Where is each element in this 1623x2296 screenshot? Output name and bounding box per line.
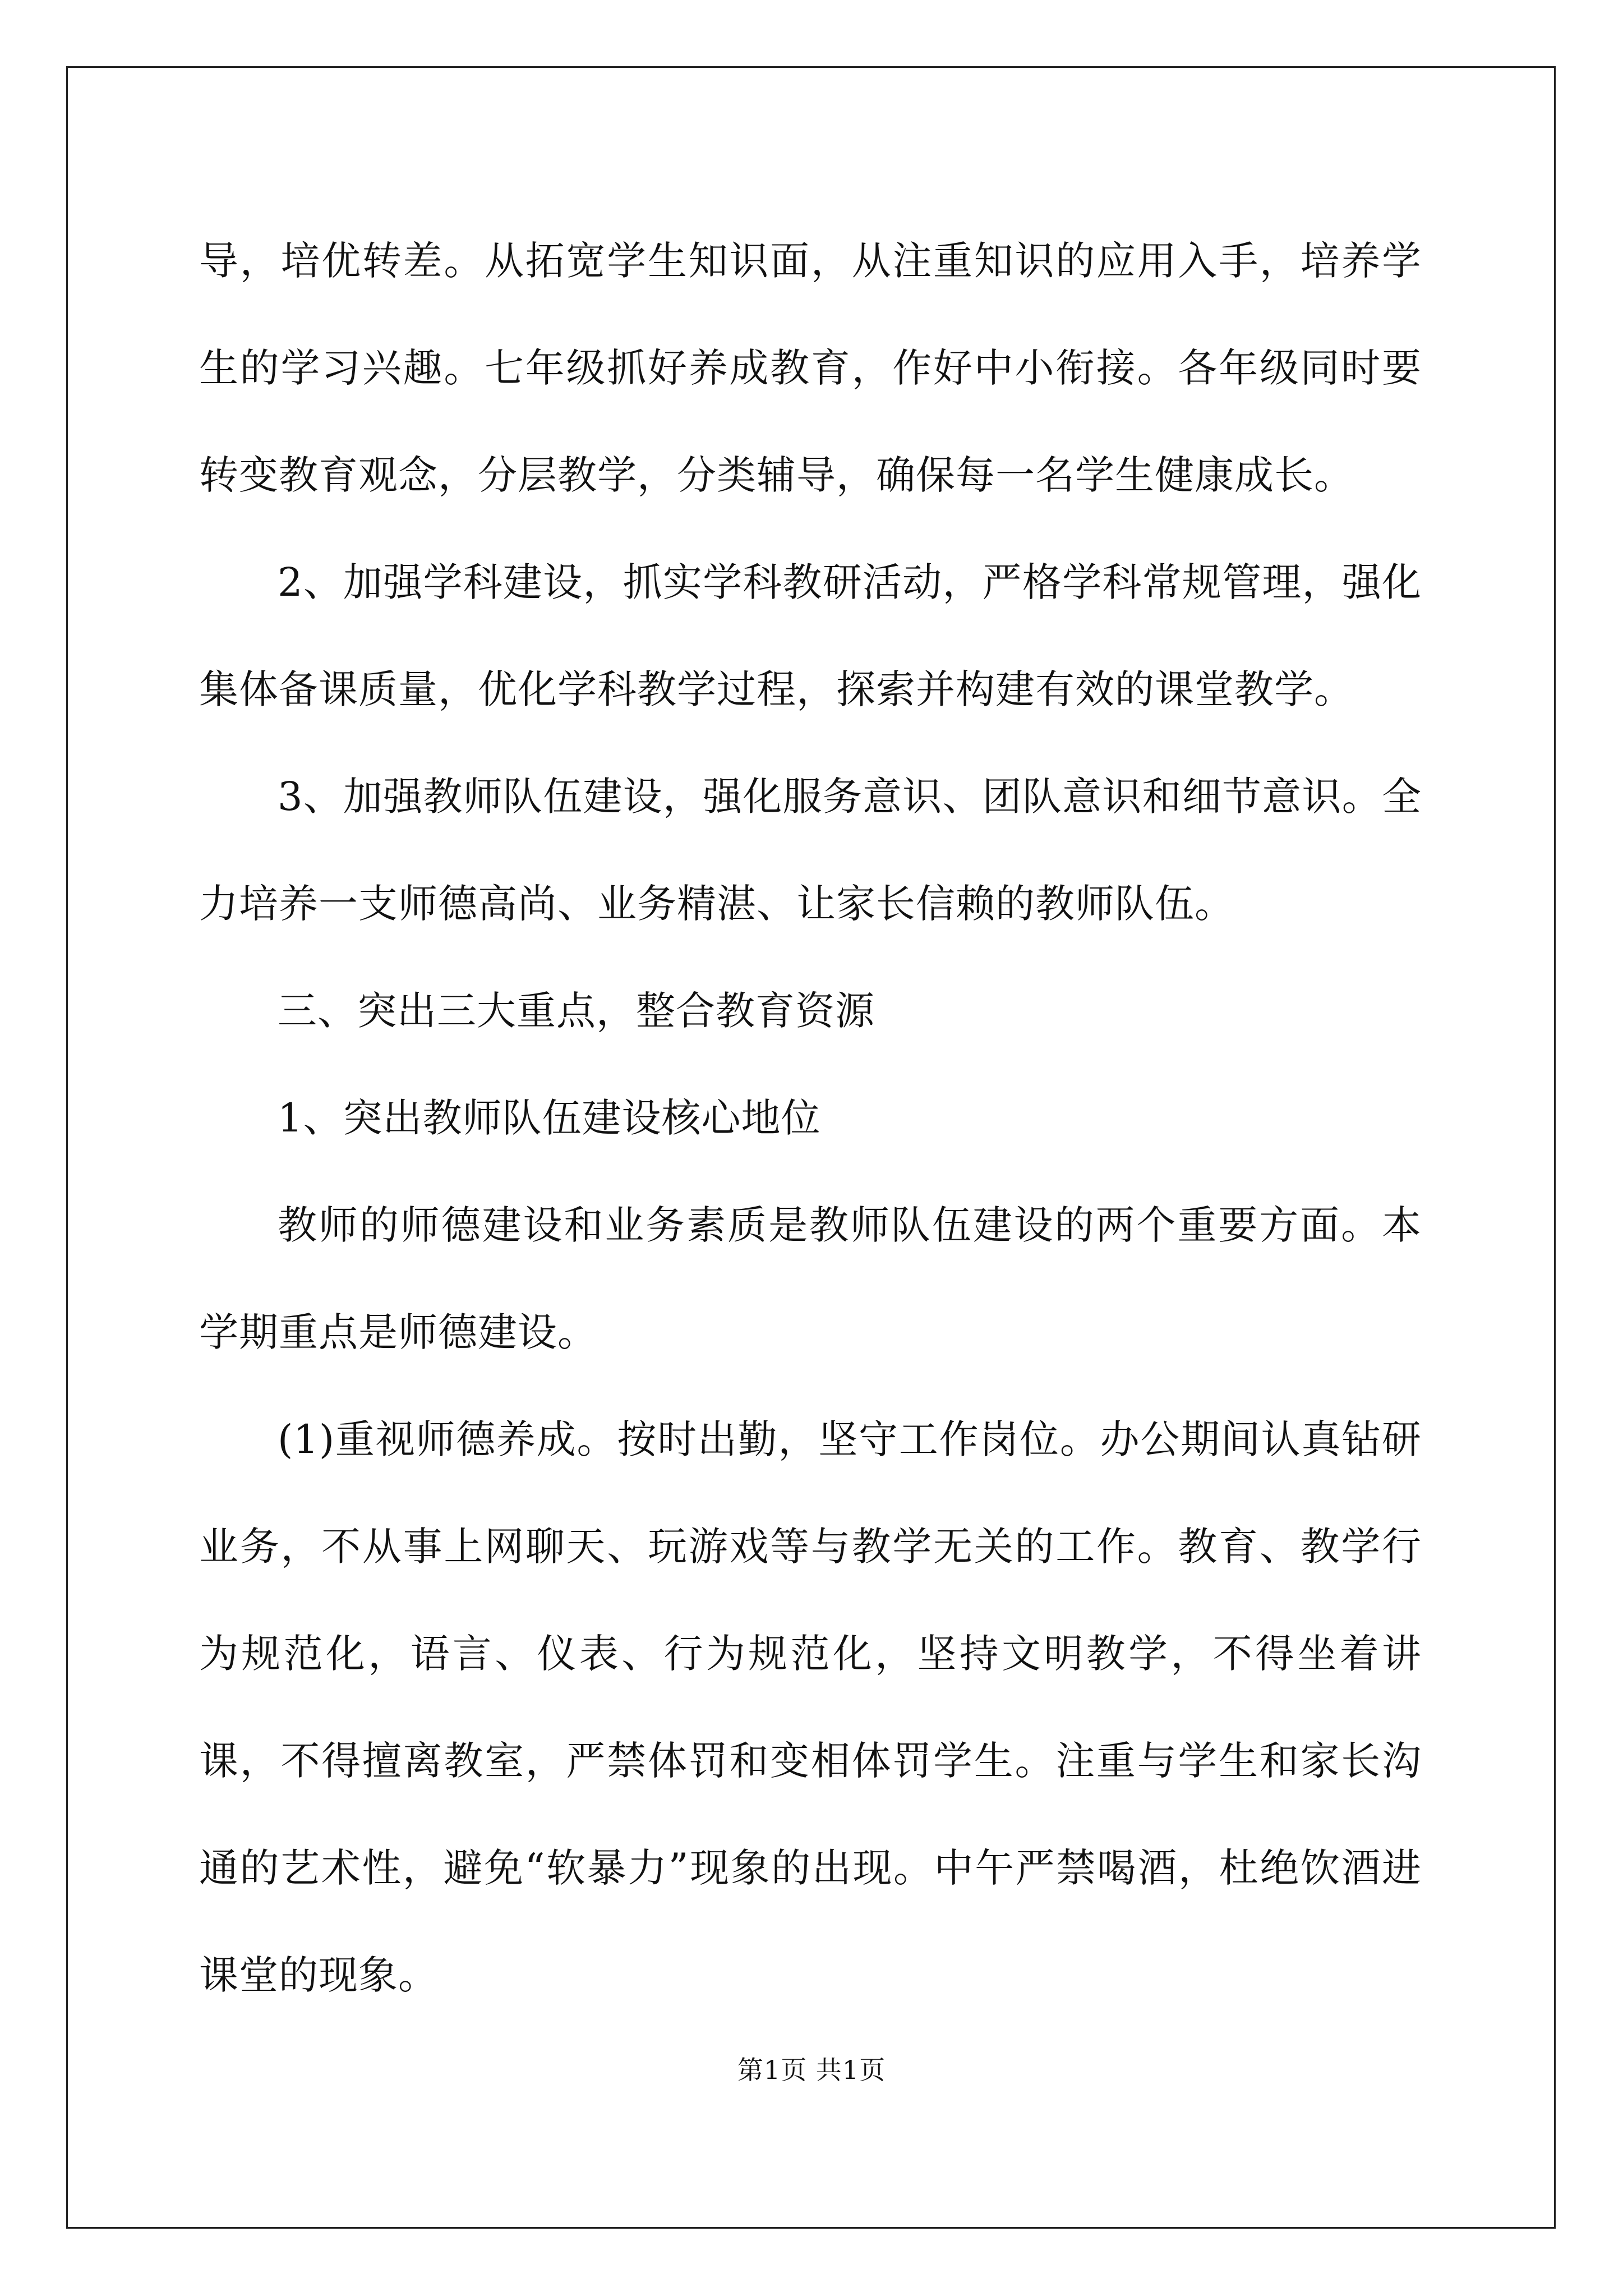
paragraph: 2、加强学科建设，抓实学科教研活动，严格学科常规管理，强化集体备课质量，优化学科教学过程，探索并构建有效的课堂教学。: [199, 559, 1422, 712]
subsection-heading: 1、突出教师队伍建设核心地位: [278, 1095, 821, 1141]
paragraph: 教师的师德建设和业务素质是教师队伍建设的两个重要方面。本学期重点是师德建设。: [199, 1202, 1422, 1355]
page-footer: 第1页 共1页: [737, 2055, 886, 2085]
paragraph: (1)重视师德养成。按时出勤，坚守工作岗位。办公期间认真钻研业务，不从事上网聊天、玩游戏等与教学无关的工作。教育、教学行为规范化，语言、仪表、行为规范化，坚持文明教学，不得坐着讲课，不得擅离教室，严禁体罚和变相体罚学生。注重与学生和家长沟通的艺术性，避免“软暴力”现象的出现。中午严禁喝酒，杜绝饮酒进课堂的现象。: [199, 1416, 1422, 1998]
document-body: [199, 208, 1422, 2029]
paragraph: 导，培优转差。从拓宽学生知识面，从注重知识的应用入手，培养学生的学习兴趣。七年级抓好养成教育，作好中小衔接。各年级同时要转变教育观念，分层教学，分类辅导，确保每一名学生健康成长。: [199, 238, 1422, 498]
paragraph: 3、加强教师队伍建设，强化服务意识、团队意识和细节意识。全力培养一支师德高尚、业务精湛、让家长信赖的教师队伍。: [199, 774, 1422, 927]
section-heading: 三、突出三大重点，整合教育资源: [278, 988, 875, 1034]
